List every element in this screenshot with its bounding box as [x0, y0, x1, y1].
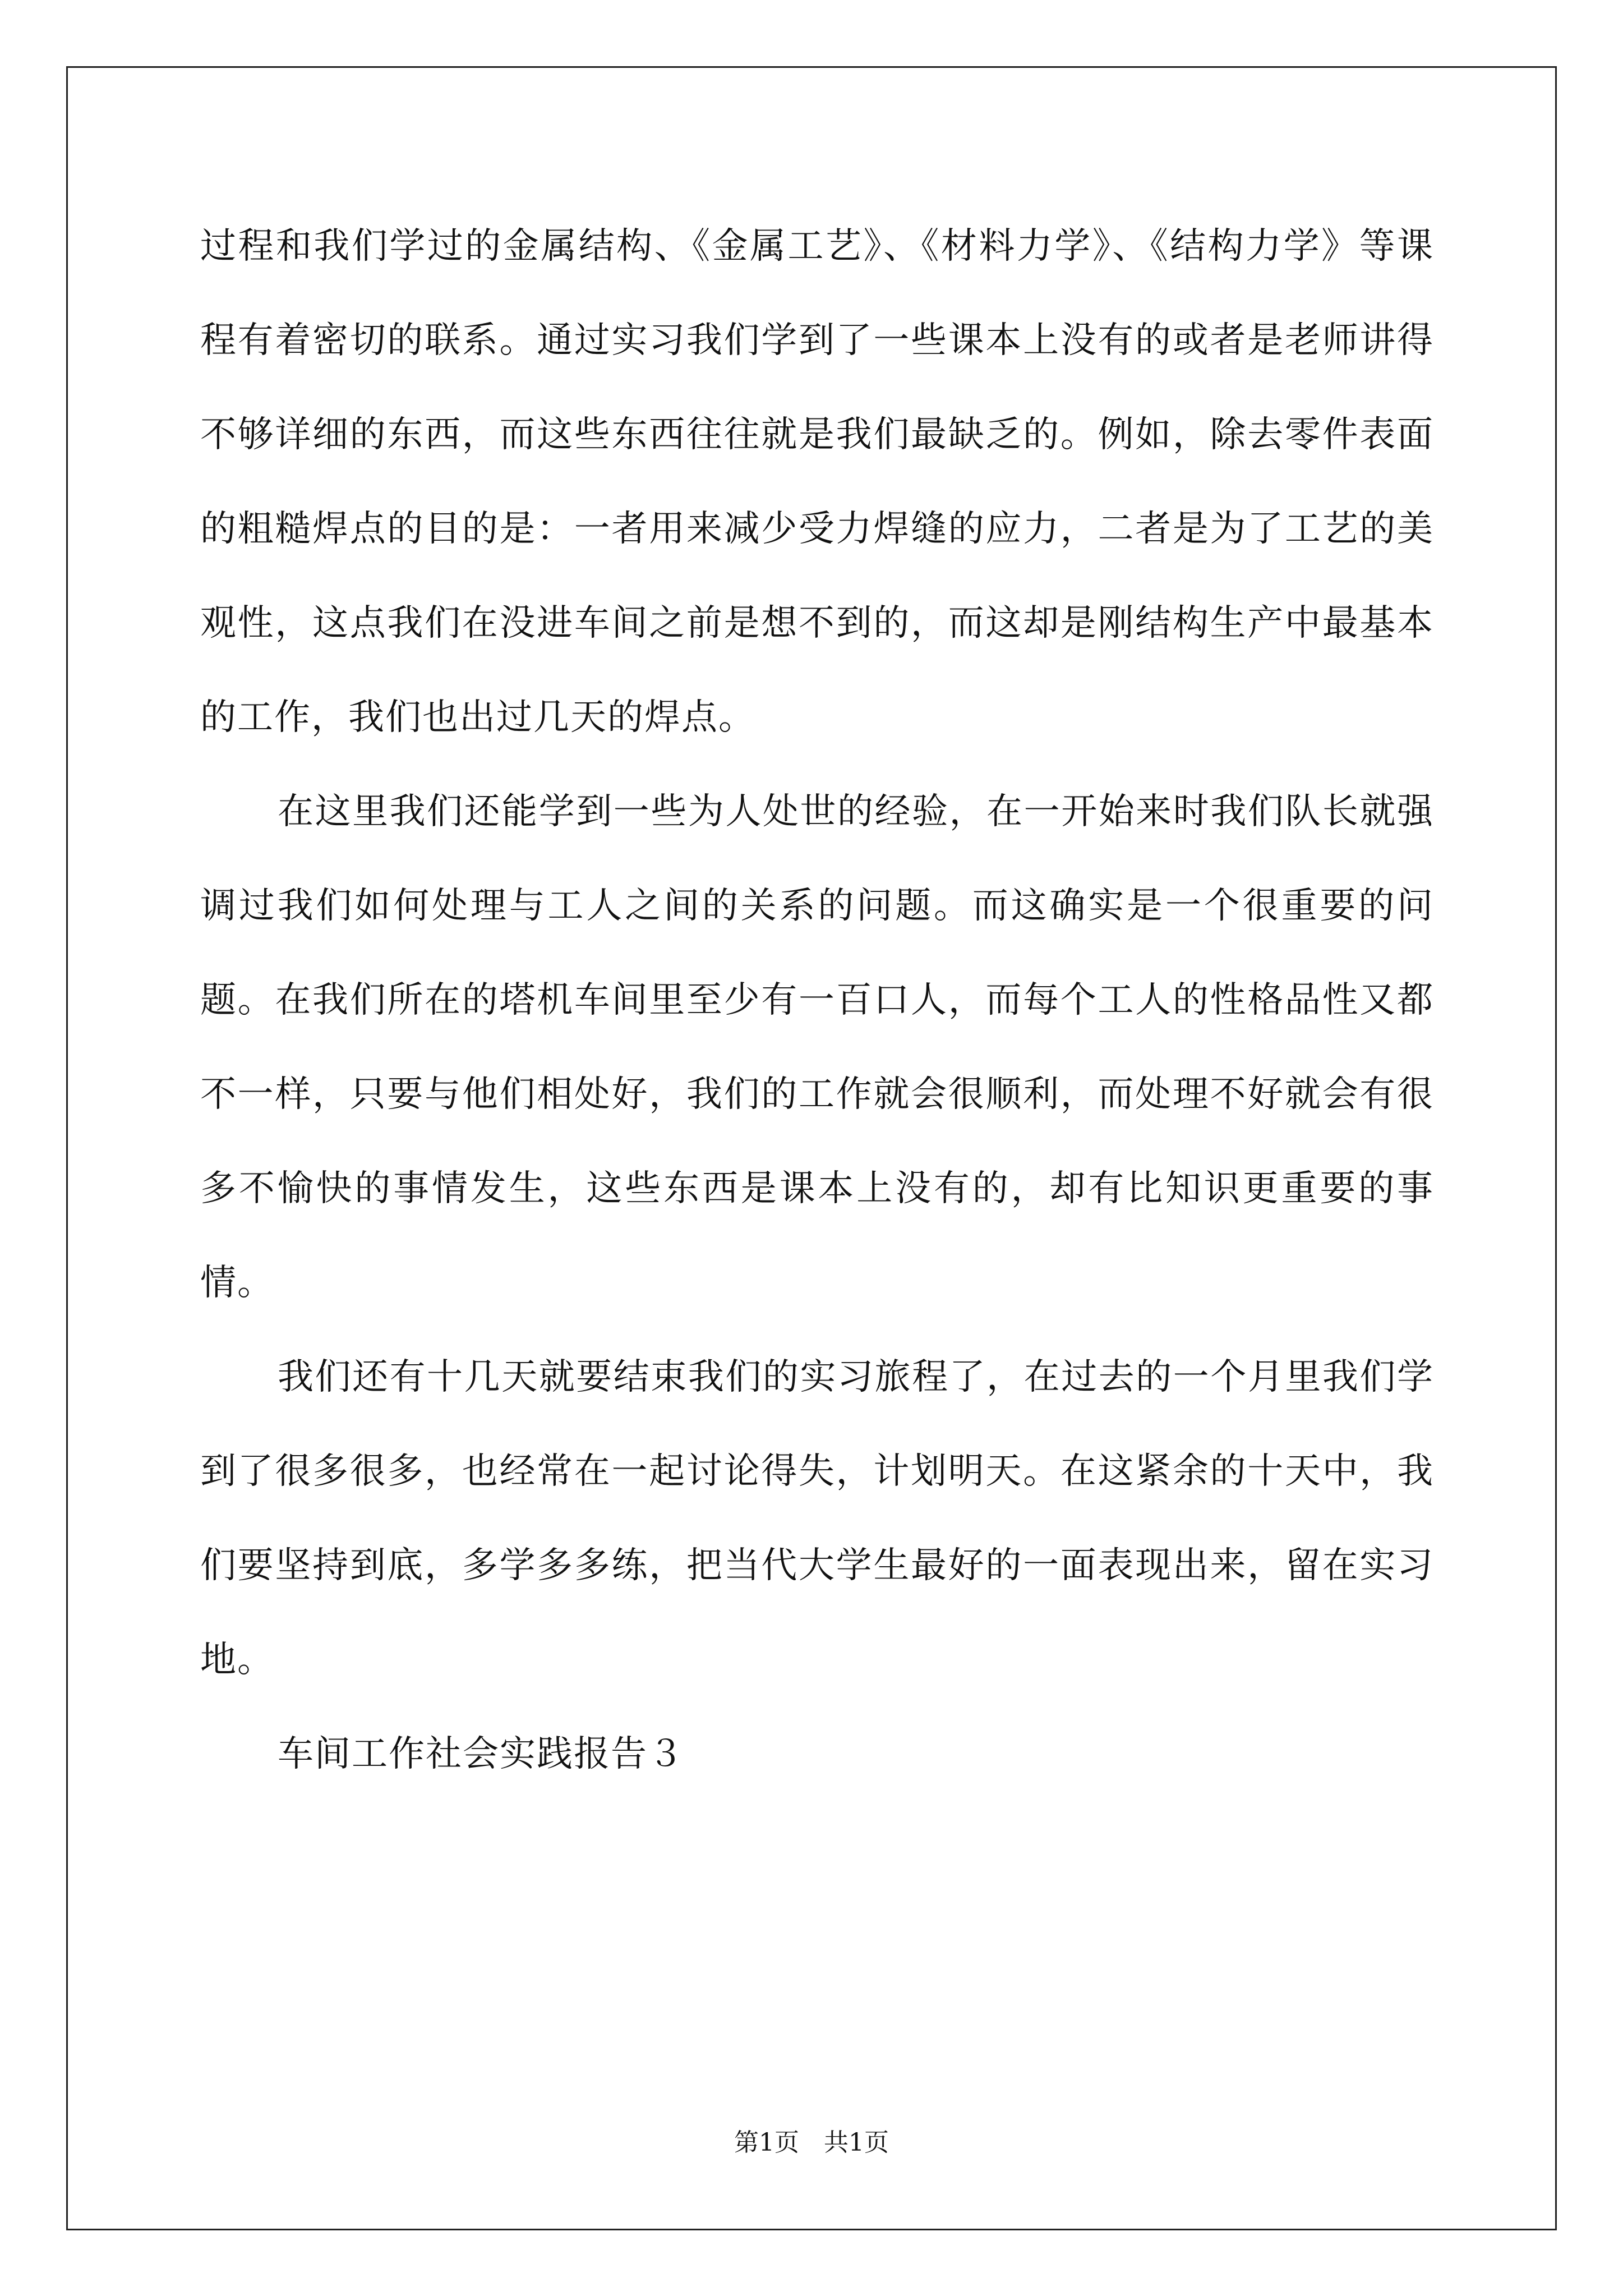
document-body [200, 199, 1434, 1801]
paragraph-2: 在这里我们还能学到一些为人处世的经验，在一开始来时我们队长就强调过我们如何处理与工人之间的关系的问题。而这确实是一个很重要的问题。在我们所在的塔机车间里至少有一百口人，而每个工人的性格品性又都不一样，只要与他们相处好，我们的工作就会很顺利，而处理不好就会有很多不愉快的事情发生，这些东西是课本上没有的，却有比知识更重要的事情。 [200, 791, 1434, 1304]
paragraph-3: 我们还有十几天就要结束我们的实习旅程了，在过去的一个月里我们学到了很多很多，也经常在一起讨论得失，计划明天。在这紧余的十天中，我们要坚持到底，多学多多练，把当代大学生最好的一面表现出来，留在实习地。 [200, 1356, 1434, 1681]
section-heading: 车间工作社会实践报告３ [278, 1733, 685, 1775]
page-number-label: 第1页 共1页 [734, 2128, 889, 2157]
paragraph-1: 过程和我们学过的金属结构、《金属工艺》、《材料力学》、《结构力学》等课程有着密切的联系。通过实习我们学到了一些课本上没有的或者是老师讲得不够详细的东西，而这些东西往往就是我们最缺乏的。例如，除去零件表面的粗糙焊点的目的是：一者用来减少受力焊缝的应力，二者是为了工艺的美观性，这点我们在没进车间之前是想不到的，而这却是刚结构生产中最基本的工作，我们也出过几天的焊点。 [200, 226, 1434, 738]
page-footer [0, 2126, 1623, 2160]
